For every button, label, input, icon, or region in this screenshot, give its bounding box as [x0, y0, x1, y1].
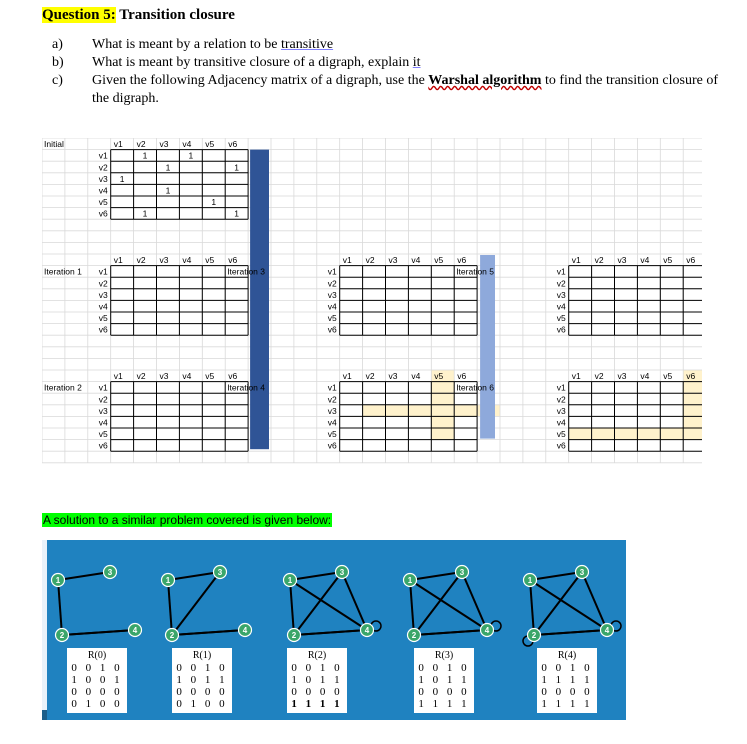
graph-node-label: 1: [55, 576, 61, 585]
graph-node-label: 4: [484, 626, 490, 635]
row-label-v3: v3: [327, 405, 337, 416]
column-header-v6: v6: [228, 139, 238, 150]
row-label-v6: v6: [327, 324, 337, 335]
column-header-v5: v5: [205, 255, 215, 266]
row-label-v6: v6: [556, 440, 566, 451]
graph-node-label: 3: [107, 568, 113, 577]
solution-panel: [42, 540, 626, 720]
iteration-label-2: Iteration 2: [44, 382, 82, 393]
part-a: a) What is meant by a relation to be transitive: [52, 37, 334, 52]
adjacency-matrix-2: [287, 648, 347, 713]
row-label-v1: v1: [327, 382, 337, 393]
highlight-cell: [454, 405, 477, 417]
column-header-v1: v1: [342, 371, 352, 382]
row-label-v4: v4: [98, 185, 108, 196]
graph-node-label: 2: [59, 631, 65, 640]
row-label-v5: v5: [327, 313, 337, 324]
column-header-v4: v4: [182, 255, 192, 266]
column-header-v2: v2: [136, 255, 146, 266]
matrix-row: 0 0 1 0: [418, 662, 470, 674]
row-label-v3: v3: [98, 405, 108, 416]
graph-edge: [58, 572, 110, 580]
graph-node-label: 1: [287, 576, 293, 585]
row-label-v5: v5: [98, 313, 108, 324]
row-label-v4: v4: [98, 301, 108, 312]
graph-edge: [172, 630, 245, 635]
column-header-v3: v3: [617, 255, 627, 266]
column-header-v1: v1: [571, 255, 581, 266]
column-header-v2: v2: [594, 371, 604, 382]
row-label-v5: v5: [98, 197, 108, 208]
column-header-v6: v6: [457, 255, 467, 266]
graph-node-label: 3: [459, 568, 465, 577]
matrix-row: 1 0 0 1: [71, 674, 123, 686]
solution-title: A solution to a similar problem covered is given below:: [43, 513, 332, 527]
row-label-v2: v2: [98, 278, 108, 289]
column-header-v4: v4: [640, 255, 650, 266]
column-header-v2: v2: [136, 371, 146, 382]
row-label-v1: v1: [556, 382, 566, 393]
graph-edge: [294, 572, 342, 635]
column-header-v1: v1: [571, 371, 581, 382]
row-label-v3: v3: [556, 405, 566, 416]
column-header-v6: v6: [457, 371, 467, 382]
matrix-row: 0 0 1 0: [541, 662, 593, 674]
row-label-v2: v2: [556, 278, 566, 289]
column-header-v5: v5: [205, 371, 215, 382]
question-title-text: Transition closure: [115, 7, 235, 23]
column-header-v5: v5: [434, 371, 444, 382]
graph-node-label: 4: [242, 626, 248, 635]
column-header-v4: v4: [182, 139, 192, 150]
highlight-cell: [569, 428, 592, 440]
row-label-v1: v1: [98, 382, 108, 393]
matrix-row: 0 0 0 0: [71, 686, 123, 698]
part-b: b) What is meant by transitive closure of a digraph, explain it: [52, 55, 421, 70]
graph-edge: [58, 580, 62, 635]
row-label-v6: v6: [98, 440, 108, 451]
column-header-v4: v4: [182, 371, 192, 382]
matrix-cell-value: 1: [142, 208, 148, 219]
column-header-v4: v4: [411, 255, 421, 266]
row-label-v4: v4: [98, 417, 108, 428]
column-header-v2: v2: [365, 255, 375, 266]
matrix-label: R(3): [434, 650, 454, 661]
column-header-v4: v4: [411, 371, 421, 382]
column-header-v6: v6: [228, 255, 238, 266]
column-header-v5: v5: [205, 139, 215, 150]
matrix-row: 1 1 1 1: [418, 698, 470, 710]
matrix-row: 1 0 1 1: [418, 674, 470, 686]
row-label-v6: v6: [98, 208, 108, 219]
row-label-v4: v4: [556, 417, 566, 428]
highlight-cell: [615, 428, 638, 440]
iteration-label-4: Iteration 4: [227, 382, 266, 393]
column-header-v6: v6: [686, 255, 696, 266]
graph-edge: [168, 580, 172, 635]
row-label-v3: v3: [327, 289, 337, 300]
graph-edge: [290, 580, 294, 635]
matrix-cell-value: 1: [165, 185, 171, 196]
highlight-cell: [683, 428, 702, 440]
matrix-row: 1 0 1 1: [176, 674, 228, 686]
highlight-cell: [431, 416, 454, 428]
graph-edge: [172, 572, 220, 635]
graph-node-label: 3: [339, 568, 345, 577]
row-label-v2: v2: [98, 394, 108, 405]
iteration-label-3: Iteration 3: [227, 266, 266, 277]
graph-edge: [168, 572, 220, 580]
part-c: c) Given the following Adjacency matrix of a digraph, use the Warshal algorithm to find the transition closure of the digraph.: [52, 73, 718, 106]
separator-bar-dark: [250, 150, 269, 450]
graph-edge: [62, 630, 135, 635]
highlight-cell: [683, 405, 702, 417]
highlight-cell: [683, 382, 702, 394]
graph-node-label: 3: [579, 568, 585, 577]
graph-edge: [414, 572, 462, 635]
matrix-cell-value: 1: [142, 150, 148, 161]
column-header-v3: v3: [159, 139, 169, 150]
row-label-v3: v3: [556, 289, 566, 300]
row-label-v6: v6: [327, 440, 337, 451]
separator-bar-light: [480, 255, 495, 439]
matrix-row: 0 0 0 0: [176, 686, 228, 698]
row-label-v2: v2: [556, 394, 566, 405]
matrix-cell-value: 1: [234, 162, 240, 173]
iteration-label-5: Iteration 5: [456, 266, 495, 277]
graph-node-label: 1: [527, 576, 533, 585]
graph-node-label: 2: [169, 631, 175, 640]
panel-edge-dark: [42, 710, 47, 720]
highlight-cell: [408, 405, 431, 417]
graph-node-label: 3: [217, 568, 223, 577]
column-header-v3: v3: [617, 371, 627, 382]
column-header-v4: v4: [640, 371, 650, 382]
graph-node-label: 1: [165, 576, 171, 585]
matrix-label: R(0): [87, 650, 107, 661]
row-label-v6: v6: [556, 324, 566, 335]
graph-node-label: 4: [604, 626, 610, 635]
graph-node-label: 1: [407, 576, 413, 585]
question-title: [42, 7, 235, 24]
graph-edge: [534, 572, 582, 635]
adjacency-matrix-3: [414, 648, 474, 713]
graph-edge: [530, 572, 582, 580]
matrix-row: 0 0 1 0: [291, 662, 343, 674]
column-header-v5: v5: [434, 255, 444, 266]
graph-node-label: 2: [291, 631, 297, 640]
column-header-v1: v1: [113, 371, 123, 382]
adjacency-matrix-0: [67, 648, 127, 713]
highlight-cell: [683, 416, 702, 428]
iteration-label-6: Iteration 6: [456, 382, 495, 393]
row-label-v1: v1: [327, 266, 337, 277]
iteration-label-1: Iteration 1: [44, 266, 82, 277]
row-label-v1: v1: [98, 150, 108, 161]
graph-edge: [290, 572, 342, 580]
graph-edge: [294, 630, 367, 635]
highlight-cell: [592, 428, 615, 440]
matrix-cell-value: 1: [234, 208, 240, 219]
matrix-label: R(1): [192, 650, 212, 661]
column-header-v2: v2: [594, 255, 604, 266]
row-label-v4: v4: [327, 301, 337, 312]
column-header-v1: v1: [113, 139, 123, 150]
highlight-cell: [431, 393, 454, 405]
column-header-v3: v3: [388, 255, 398, 266]
graph-node-label: 4: [132, 626, 138, 635]
column-header-v3: v3: [388, 371, 398, 382]
graph-node-label: 4: [364, 626, 370, 635]
column-header-v1: v1: [342, 255, 352, 266]
graph-edge: [414, 630, 487, 635]
spreadsheet-svg: [42, 138, 702, 466]
graph-edge: [410, 572, 462, 580]
initial-label: Initial: [44, 139, 64, 150]
adjacency-matrix-1: [172, 648, 232, 713]
row-label-v2: v2: [98, 162, 108, 173]
row-label-v6: v6: [98, 324, 108, 335]
row-label-v4: v4: [556, 301, 566, 312]
question-number: Question 5:: [42, 7, 116, 23]
graph-node-label: 2: [531, 631, 537, 640]
question-parts: [52, 36, 732, 108]
matrix-cell-value: 1: [165, 162, 171, 173]
graph-node-label: 2: [411, 631, 417, 640]
matrix-label: R(2): [307, 650, 327, 661]
highlight-cell: [637, 428, 660, 440]
matrix-cell-value: 1: [119, 173, 125, 184]
highlight-cell: [386, 405, 409, 417]
highlight-cell: [431, 428, 454, 440]
row-label-v1: v1: [98, 266, 108, 277]
matrix-row: 1 1 1 1: [541, 698, 593, 710]
row-label-v3: v3: [98, 173, 108, 184]
column-header-v1: v1: [113, 255, 123, 266]
column-header-v6: v6: [686, 371, 696, 382]
highlight-cell: [660, 428, 683, 440]
matrix-row: 1 1 1 1: [291, 698, 343, 710]
highlight-cell: [363, 405, 386, 417]
highlight-cell: [431, 382, 454, 394]
matrix-row: 1 1 1 1: [541, 674, 593, 686]
adjacency-matrix-4: [537, 648, 597, 713]
row-label-v5: v5: [98, 429, 108, 440]
matrix-cell-value: 1: [211, 197, 217, 208]
column-header-v6: v6: [228, 371, 238, 382]
matrix-label: R(4): [557, 650, 577, 661]
matrix-row: 0 0 0 0: [541, 686, 593, 698]
column-header-v5: v5: [663, 371, 673, 382]
row-label-v5: v5: [556, 429, 566, 440]
graph-edge: [410, 580, 414, 635]
row-label-v5: v5: [327, 429, 337, 440]
graph-edge: [534, 630, 607, 635]
row-label-v2: v2: [327, 394, 337, 405]
matrix-row: 0 1 0 0: [176, 698, 228, 710]
column-header-v2: v2: [365, 371, 375, 382]
matrix-row: 0 0 0 0: [418, 686, 470, 698]
matrix-row: 0 0 1 0: [71, 662, 123, 674]
row-label-v4: v4: [327, 417, 337, 428]
row-label-v3: v3: [98, 289, 108, 300]
row-label-v5: v5: [556, 313, 566, 324]
highlight-cell: [431, 405, 454, 417]
matrix-row: 0 0 1 0: [176, 662, 228, 674]
panel-edge: [42, 540, 47, 720]
graph-edge: [530, 580, 534, 635]
matrix-row: 0 1 0 0: [71, 698, 123, 710]
row-label-v2: v2: [327, 278, 337, 289]
matrix-cell-value: 1: [188, 150, 194, 161]
matrix-row: 0 0 0 0: [291, 686, 343, 698]
column-header-v2: v2: [136, 139, 146, 150]
highlight-cell: [683, 393, 702, 405]
spreadsheet-grid: [42, 138, 702, 466]
column-header-v3: v3: [159, 255, 169, 266]
matrix-row: 1 0 1 1: [291, 674, 343, 686]
row-label-v1: v1: [556, 266, 566, 277]
column-header-v5: v5: [663, 255, 673, 266]
column-header-v3: v3: [159, 371, 169, 382]
